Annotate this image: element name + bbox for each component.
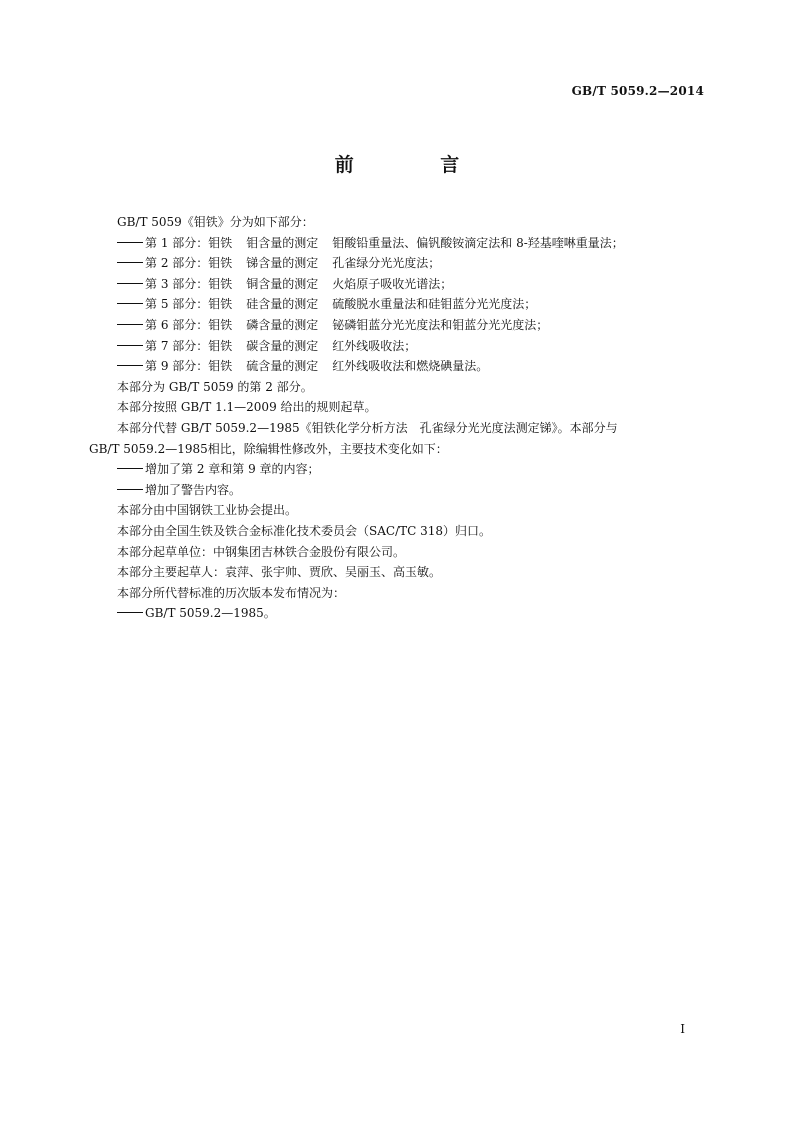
- part-method: 硫酸脱水重量法和硅钼蓝分光光度法；: [332, 297, 537, 312]
- part-item: [89, 336, 709, 357]
- part-label: 第 5 部分：钼铁: [145, 297, 233, 312]
- part-item: [89, 253, 709, 274]
- foreword-body: [89, 212, 709, 624]
- dash-mark: [117, 468, 143, 469]
- change-text: 增加了警告内容。: [145, 482, 242, 497]
- change-item-1: [89, 459, 709, 480]
- part-label: 第 3 部分：钼铁: [145, 276, 233, 291]
- dash-mark: [117, 365, 143, 366]
- change-text: 增加了第 2 章和第 9 章的内容；: [145, 462, 320, 477]
- part-measurement: 钼含量的测定: [246, 235, 319, 250]
- intro-line: GB/T 5059《钼铁》分为如下部分：: [117, 215, 314, 229]
- page-title: 前 言: [334, 154, 500, 176]
- part-measurement: 锑含量的测定: [246, 256, 319, 271]
- history-item: [89, 603, 709, 624]
- dash-mark: [117, 324, 143, 325]
- part-measurement: 磷含量的测定: [246, 317, 319, 332]
- rules-statement: 本部分按照 GB/T 1.1—2009 给出的规则起草。: [117, 400, 377, 415]
- part-method: 火焰原子吸收光谱法；: [332, 276, 453, 291]
- part-measurement: 碳含量的测定: [246, 338, 319, 353]
- part-item: [89, 356, 709, 377]
- part-statement: 本部分为 GB/T 5059 的第 2 部分。: [117, 379, 313, 394]
- proposed-statement: 本部分由中国钢铁工业协会提出。: [117, 503, 298, 518]
- part-measurement: 铜含量的测定: [246, 276, 319, 291]
- managed-statement: 本部分由全国生铁及铁合金标准化技术委员会（SAC/TC 318）归口。: [117, 523, 492, 538]
- part-item: [89, 294, 709, 315]
- parts-list: [89, 233, 709, 377]
- dash-mark: [117, 345, 143, 346]
- part-method: 红外线吸收法和燃烧碘量法。: [332, 359, 489, 374]
- standard-code: GB/T 5059.2—2014: [571, 84, 704, 98]
- part-measurement: 硅含量的测定: [246, 297, 319, 312]
- part-label: 第 1 部分：钼铁: [145, 235, 233, 250]
- part-item: [89, 315, 709, 336]
- dash-mark: [117, 489, 143, 490]
- part-method: 铋磷钼蓝分光光度法和钼蓝分光光度法；: [332, 317, 549, 332]
- part-measurement: 硫含量的测定: [246, 359, 319, 374]
- dash-mark: [117, 262, 143, 263]
- part-label: 第 7 部分：钼铁: [145, 338, 233, 353]
- dash-mark: [117, 612, 143, 613]
- part-method: 钼酸铅重量法、偏钒酸铵滴定法和 8-羟基喹啉重量法；: [332, 235, 624, 250]
- replace-statement-line-2: GB/T 5059.2—1985相比，除编辑性修改外，主要技术变化如下：: [89, 441, 448, 456]
- part-method: 孔雀绿分光光度法；: [332, 256, 441, 271]
- drafting-unit-statement: 本部分起草单位：中钢集团吉林铁合金股份有限公司。: [117, 544, 406, 559]
- replace-statement-line-1: 本部分代替 GB/T 5059.2—1985《钼铁化学分析方法 孔雀绿分光光度法测定锑》。本部分与: [117, 420, 618, 435]
- part-method: 红外线吸收法；: [332, 338, 417, 353]
- dash-mark: [117, 303, 143, 304]
- dash-mark: [117, 283, 143, 284]
- page-number: I: [680, 1022, 685, 1036]
- part-item: [89, 233, 709, 254]
- part-label: 第 6 部分：钼铁: [145, 317, 233, 332]
- change-item-2: [89, 480, 709, 501]
- history-text: GB/T 5059.2—1985。: [145, 606, 276, 621]
- part-label: 第 2 部分：钼铁: [145, 256, 233, 271]
- part-item: [89, 274, 709, 295]
- dash-mark: [117, 242, 143, 243]
- part-label: 第 9 部分：钼铁: [145, 359, 233, 374]
- drafters-statement: 本部分主要起草人：袁萍、张宇帅、贾欣、吴丽玉、高玉敏。: [117, 565, 442, 580]
- history-intro: 本部分所代替标准的历次版本发布情况为：: [117, 585, 346, 600]
